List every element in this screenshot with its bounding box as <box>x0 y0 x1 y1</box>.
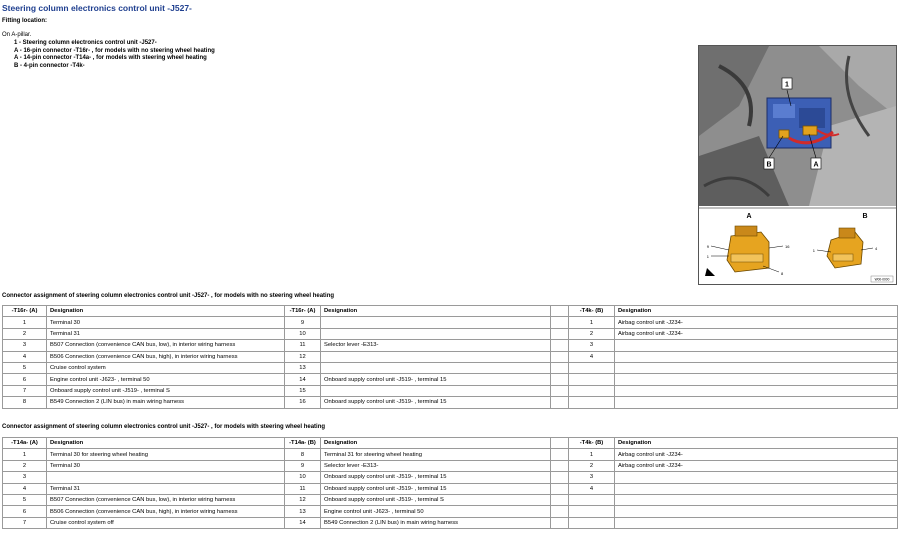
designation-cell <box>551 397 569 408</box>
column-header: -T14a- (A) <box>3 438 47 449</box>
pin-number-cell <box>569 397 615 408</box>
connector-table-no-heating <box>2 305 898 409</box>
pin-number-cell: 14 <box>285 517 321 528</box>
callout-1-label: 1 <box>785 81 789 89</box>
designation-cell <box>321 351 551 362</box>
designation-cell: Terminal 30 <box>47 317 285 328</box>
designation-cell: Onboard supply control unit -J519- , terminal S <box>47 385 285 396</box>
column-header: Designation <box>47 306 285 317</box>
table-row <box>3 362 898 373</box>
table-row <box>3 385 898 396</box>
designation-cell: Airbag control unit -J234- <box>615 317 898 328</box>
column-header <box>551 306 569 317</box>
designation-cell: Airbag control unit -J234- <box>615 449 898 460</box>
section2-caption: Connector assignment of steering column electronics control unit -J527- , for models with steering wheel heating <box>2 424 326 430</box>
designation-cell <box>47 472 285 483</box>
table-row <box>3 517 898 528</box>
designation-cell: Terminal 31 <box>47 328 285 339</box>
pin-number-cell <box>569 385 615 396</box>
designation-cell <box>615 340 898 351</box>
pin-number-cell: 12 <box>285 494 321 505</box>
pin-number-cell: 5 <box>3 362 47 373</box>
table-header-row <box>3 306 898 317</box>
designation-cell <box>551 374 569 385</box>
legend-list <box>14 40 215 70</box>
pin-number-cell: 1 <box>3 449 47 460</box>
pin-number-cell: 1 <box>3 317 47 328</box>
pin-number-cell: 3 <box>3 340 47 351</box>
legend-item: A - 16-pin connector -T16r- , for models with no steering wheel heating <box>14 47 215 54</box>
pin-number-cell: 9 <box>285 460 321 471</box>
callout-a-label: A <box>813 161 819 169</box>
pin-number-cell: 13 <box>285 506 321 517</box>
pin-number-cell: 2 <box>569 328 615 339</box>
designation-cell: Cruise control system off <box>47 517 285 528</box>
designation-cell <box>615 483 898 494</box>
pin-number-cell: 14 <box>285 374 321 385</box>
designation-cell: Terminal 31 for steering wheel heating <box>321 449 551 460</box>
designation-cell: Engine control unit -J623- , terminal 50 <box>47 374 285 385</box>
designation-cell <box>551 328 569 339</box>
designation-cell <box>615 385 898 396</box>
pin-number-cell: 13 <box>285 362 321 373</box>
pin-number-cell: 1 <box>569 449 615 460</box>
column-header <box>551 438 569 449</box>
designation-cell <box>615 517 898 528</box>
figure-reference-code: W00-0000 <box>874 277 890 282</box>
column-header: Designation <box>47 438 285 449</box>
pin-label: 1 <box>706 254 709 259</box>
column-header: Designation <box>615 306 898 317</box>
fitting-location-figure <box>698 45 897 285</box>
table-row <box>3 472 898 483</box>
designation-cell <box>321 362 551 373</box>
pin-label: 16 <box>785 244 790 249</box>
designation-cell <box>551 317 569 328</box>
column-header: -T16r- (A) <box>3 306 47 317</box>
pin-number-cell: 10 <box>285 472 321 483</box>
designation-cell <box>321 317 551 328</box>
column-header: -T4k- (B) <box>569 306 615 317</box>
pin-number-cell: 2 <box>3 328 47 339</box>
designation-cell: B507 Connection (convenience CAN bus, low), in interior wiring harness <box>47 340 285 351</box>
designation-cell: Airbag control unit -J234- <box>615 328 898 339</box>
pin-number-cell: 6 <box>3 374 47 385</box>
designation-cell: B506 Connection (convenience CAN bus, high), in interior wiring harness <box>47 351 285 362</box>
designation-cell: Onboard supply control unit -J519- , terminal S <box>321 494 551 505</box>
designation-cell <box>551 483 569 494</box>
designation-cell: Engine control unit -J623- , terminal 50 <box>321 506 551 517</box>
legend-item: B - 4-pin connector -T4k- <box>14 62 85 69</box>
column-header: Designation <box>321 438 551 449</box>
pin-label: 4 <box>875 246 878 251</box>
designation-cell <box>551 506 569 517</box>
designation-cell <box>615 506 898 517</box>
table-row <box>3 449 898 460</box>
designation-cell <box>615 472 898 483</box>
fitting-location-label: Fitting location: <box>2 18 47 24</box>
designation-cell <box>551 494 569 505</box>
callout-b-label: B <box>766 161 772 169</box>
designation-cell: Selector lever -E313- <box>321 340 551 351</box>
pin-number-cell: 8 <box>3 397 47 408</box>
page-title: Steering column electronics control unit -J527- <box>2 3 192 13</box>
designation-cell: Terminal 30 <box>47 460 285 471</box>
pin-number-cell: 9 <box>285 317 321 328</box>
pin-number-cell <box>569 362 615 373</box>
pin-number-cell: 4 <box>3 483 47 494</box>
table-row <box>3 460 898 471</box>
fitting-illustration <box>699 46 896 284</box>
table-row <box>3 374 898 385</box>
designation-cell: B506 Connection (convenience CAN bus, high), in interior wiring harness <box>47 506 285 517</box>
table-row <box>3 483 898 494</box>
legend-item: A - 14-pin connector -T14a- , for models with steering wheel heating <box>14 55 207 62</box>
pin-number-cell: 8 <box>285 449 321 460</box>
column-header: -T16r- (A) <box>285 306 321 317</box>
table-header-row <box>3 438 898 449</box>
designation-cell: Terminal 30 for steering wheel heating <box>47 449 285 460</box>
pin-number-cell: 4 <box>569 351 615 362</box>
column-header: Designation <box>615 438 898 449</box>
designation-cell <box>321 385 551 396</box>
pin-number-cell: 5 <box>3 494 47 505</box>
designation-cell: Onboard supply control unit -J519- , terminal 15 <box>321 472 551 483</box>
designation-cell <box>551 385 569 396</box>
designation-cell <box>615 397 898 408</box>
pin-number-cell: 2 <box>3 460 47 471</box>
pin-number-cell: 1 <box>569 317 615 328</box>
pin-number-cell: 3 <box>569 340 615 351</box>
column-header: -T14a- (B) <box>285 438 321 449</box>
table-row <box>3 328 898 339</box>
pin-number-cell: 6 <box>3 506 47 517</box>
table-row <box>3 317 898 328</box>
designation-cell <box>551 351 569 362</box>
designation-cell: Onboard supply control unit -J519- , terminal 15 <box>321 483 551 494</box>
table-row <box>3 506 898 517</box>
fitting-location-text: On A-pillar. <box>2 32 32 38</box>
designation-cell <box>551 362 569 373</box>
designation-cell <box>551 340 569 351</box>
pin-number-cell <box>569 494 615 505</box>
pin-number-cell: 4 <box>3 351 47 362</box>
table-row <box>3 494 898 505</box>
table-row <box>3 351 898 362</box>
designation-cell: Onboard supply control unit -J519- , terminal 15 <box>321 397 551 408</box>
table-row <box>3 340 898 351</box>
pin-label: 9 <box>706 244 709 249</box>
designation-cell <box>551 472 569 483</box>
pin-label: 8 <box>781 271 784 276</box>
designation-cell: Airbag control unit -J234- <box>615 460 898 471</box>
table-row <box>3 397 898 408</box>
designation-cell <box>615 374 898 385</box>
pin-label: 1 <box>812 248 815 253</box>
pin-number-cell: 11 <box>285 483 321 494</box>
designation-cell: B549 Connection 2 (LIN bus) in main wiring harness <box>321 517 551 528</box>
pin-number-cell: 11 <box>285 340 321 351</box>
designation-cell <box>615 362 898 373</box>
column-header: -T4k- (B) <box>569 438 615 449</box>
designation-cell <box>551 460 569 471</box>
designation-cell: Selector lever -E313- <box>321 460 551 471</box>
designation-cell <box>551 449 569 460</box>
section1-caption: Connector assignment of steering column electronics control unit -J527- , for models with no steering wheel heating <box>2 293 335 299</box>
pin-number-cell: 4 <box>569 483 615 494</box>
designation-cell: Onboard supply control unit -J519- , terminal 15 <box>321 374 551 385</box>
column-header: Designation <box>321 306 551 317</box>
designation-cell: Terminal 31 <box>47 483 285 494</box>
designation-cell <box>615 494 898 505</box>
pin-number-cell: 3 <box>569 472 615 483</box>
designation-cell <box>615 351 898 362</box>
connector-a-title: A <box>746 213 752 220</box>
designation-cell: B507 Connection (convenience CAN bus, low), in interior wiring harness <box>47 494 285 505</box>
designation-cell: Cruise control system <box>47 362 285 373</box>
pin-number-cell: 7 <box>3 385 47 396</box>
pin-number-cell: 7 <box>3 517 47 528</box>
pin-number-cell: 12 <box>285 351 321 362</box>
pin-number-cell: 10 <box>285 328 321 339</box>
pin-number-cell: 2 <box>569 460 615 471</box>
pin-number-cell <box>569 517 615 528</box>
connector-table-with-heating <box>2 437 898 529</box>
designation-cell: B549 Connection 2 (LIN bus) in main wiring harness <box>47 397 285 408</box>
pin-number-cell <box>569 374 615 385</box>
designation-cell <box>551 517 569 528</box>
pin-number-cell <box>569 506 615 517</box>
legend-item: 1 - Steering column electronics control unit -J527- <box>14 40 157 46</box>
pin-number-cell: 15 <box>285 385 321 396</box>
designation-cell <box>321 328 551 339</box>
connector-b-title: B <box>862 213 868 220</box>
pin-number-cell: 3 <box>3 472 47 483</box>
pin-number-cell: 16 <box>285 397 321 408</box>
